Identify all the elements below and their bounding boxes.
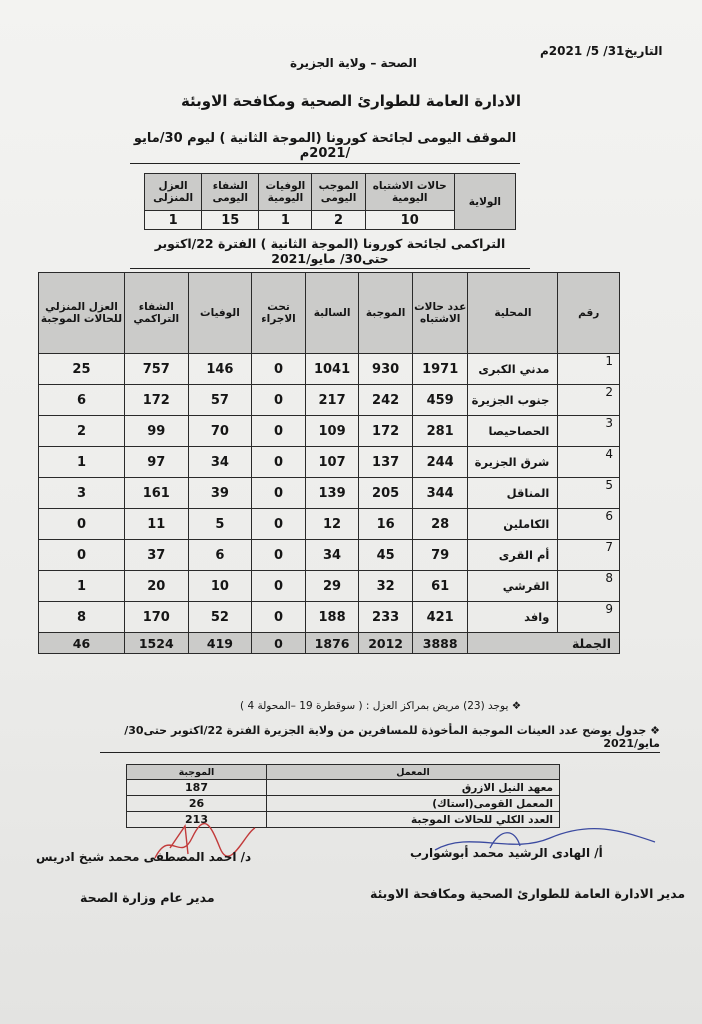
daily-value-cell: 2 — [312, 211, 365, 230]
daily-report-title: الموقف اليومى لجائحة كورونا (الموجة الثانية ) ليوم 30/مايو /2021م — [130, 131, 520, 164]
daily-value-cell: 1 — [145, 211, 202, 230]
left-signatory-name: د/ احمد المصطفى محمد شيخ ادريس — [36, 850, 252, 864]
locality-name-cell: مدني الكبرى — [468, 354, 558, 385]
locality-row — [39, 602, 620, 633]
total-cell: 1876 — [305, 633, 359, 654]
row-value-cell: 0 — [252, 354, 306, 385]
locality-row — [39, 385, 620, 416]
right-signatory-role: مدير الادارة العامة للطوارئ الصحية ومكافحة الاوبئة — [370, 886, 686, 901]
positive-count-cell: 26 — [127, 796, 267, 812]
row-value-cell: 16 — [359, 509, 413, 540]
row-value-cell: 70 — [188, 416, 252, 447]
row-value-cell: 242 — [359, 385, 413, 416]
samples-row — [127, 796, 560, 812]
row-value-cell: 97 — [124, 447, 188, 478]
samples-table-title: ❖ جدول يوضح عدد العينات الموجبة المأخوذة للمسافرين من ولاية الجزيرة الفترة 22/اكتوبر حتى30/ مايو/2021 — [100, 724, 660, 753]
cumulative-header-cell: الوفيات — [188, 273, 252, 354]
row-value-cell: 161 — [124, 478, 188, 509]
row-number-cell: 7 — [558, 540, 620, 571]
row-value-cell: 0 — [252, 602, 306, 633]
row-value-cell: 2 — [39, 416, 125, 447]
row-number-cell: 3 — [558, 416, 620, 447]
isolation-note: ❖ يوجد (23) مريض بمراكز العزل : ( سوقطرة 19 –المحولة 4 ) — [240, 700, 522, 712]
row-value-cell: 61 — [412, 571, 468, 602]
locality-row — [39, 540, 620, 571]
row-value-cell: 0 — [252, 416, 306, 447]
left-signatory-role: مدير عام وزارة الصحة — [80, 890, 215, 905]
locality-name-cell: الحصاحيصا — [468, 416, 558, 447]
cumulative-report-title: التراكمى لجائحة كورونا (الموجة الثانية ) الفترة 22/اكتوبر حتى30/ مايو/2021 — [130, 236, 530, 269]
samples-row — [127, 780, 560, 796]
total-cell: 0 — [252, 633, 306, 654]
row-value-cell: 205 — [359, 478, 413, 509]
locality-name-cell: المناقل — [468, 478, 558, 509]
row-value-cell: 170 — [124, 602, 188, 633]
cumulative-table — [38, 272, 620, 654]
cumulative-header-cell: السالبة — [305, 273, 359, 354]
row-value-cell: 5 — [188, 509, 252, 540]
row-value-cell: 10 — [188, 571, 252, 602]
lab-name-cell: معهد النيل الازرق — [267, 780, 560, 796]
row-value-cell: 34 — [305, 540, 359, 571]
ministry-name: الصحة – ولاية الجزيرة — [290, 56, 417, 70]
cumulative-header-cell: تحت الاجراء — [252, 273, 306, 354]
daily-value-cell: 1 — [259, 211, 312, 230]
row-number-cell: 6 — [558, 509, 620, 540]
daily-status-table — [144, 173, 516, 230]
row-value-cell: 45 — [359, 540, 413, 571]
row-value-cell: 0 — [39, 509, 125, 540]
row-value-cell: 0 — [252, 447, 306, 478]
row-value-cell: 0 — [252, 478, 306, 509]
locality-name-cell: القرشي — [468, 571, 558, 602]
totals-label: الجملة — [468, 633, 620, 654]
total-cell: 46 — [39, 633, 125, 654]
row-value-cell: 281 — [412, 416, 468, 447]
cumulative-header-row — [39, 273, 620, 354]
right-signatory-name: أ/ الهادى الرشيد محمد أبوشوارب — [410, 846, 603, 860]
positive-count-cell: 187 — [127, 780, 267, 796]
row-value-cell: 217 — [305, 385, 359, 416]
locality-row — [39, 478, 620, 509]
cumulative-header-cell: الموجبة — [359, 273, 413, 354]
row-value-cell: 0 — [252, 509, 306, 540]
row-value-cell: 28 — [412, 509, 468, 540]
row-value-cell: 244 — [412, 447, 468, 478]
row-value-cell: 421 — [412, 602, 468, 633]
cumulative-header-cell: المحلية — [468, 273, 558, 354]
total-cell: 419 — [188, 633, 252, 654]
row-number-cell: 4 — [558, 447, 620, 478]
locality-name-cell: الكاملين — [468, 509, 558, 540]
daily-value-cell: 10 — [365, 211, 454, 230]
row-value-cell: 0 — [39, 540, 125, 571]
locality-row — [39, 509, 620, 540]
row-number-cell: 8 — [558, 571, 620, 602]
lab-name-cell: العدد الكلي للحالات الموجبة — [267, 812, 560, 828]
samples-header-cell: الموجبة — [127, 765, 267, 780]
total-cell: 2012 — [359, 633, 413, 654]
daily-header-cell: الشفاء اليومى — [202, 174, 259, 211]
row-value-cell: 1971 — [412, 354, 468, 385]
positive-count-cell: 213 — [127, 812, 267, 828]
row-value-cell: 172 — [359, 416, 413, 447]
row-value-cell: 344 — [412, 478, 468, 509]
department-title: الادارة العامة للطوارئ الصحية ومكافحة الاوبئة — [180, 92, 522, 110]
row-value-cell: 11 — [124, 509, 188, 540]
row-value-cell: 1041 — [305, 354, 359, 385]
row-value-cell: 1 — [39, 447, 125, 478]
locality-name-cell: شرق الجزيرة — [468, 447, 558, 478]
daily-header-cell: الوفيات اليومية — [259, 174, 312, 211]
row-value-cell: 37 — [124, 540, 188, 571]
row-value-cell: 6 — [39, 385, 125, 416]
samples-header-cell: المعمل — [267, 765, 560, 780]
total-cell: 1524 — [124, 633, 188, 654]
row-value-cell: 172 — [124, 385, 188, 416]
row-value-cell: 459 — [412, 385, 468, 416]
document-date: التاريخ31/ 5/ 2021م — [540, 44, 663, 58]
locality-row — [39, 447, 620, 478]
daily-header-row — [145, 174, 516, 211]
row-value-cell: 79 — [412, 540, 468, 571]
row-number-cell: 1 — [558, 354, 620, 385]
row-value-cell: 99 — [124, 416, 188, 447]
row-value-cell: 233 — [359, 602, 413, 633]
row-value-cell: 1 — [39, 571, 125, 602]
daily-header-cell: الموجب اليومى — [312, 174, 365, 211]
row-value-cell: 8 — [39, 602, 125, 633]
row-value-cell: 34 — [188, 447, 252, 478]
cumulative-header-cell: رقم — [558, 273, 620, 354]
daily-value-cell: 15 — [202, 211, 259, 230]
row-value-cell: 20 — [124, 571, 188, 602]
row-value-cell: 57 — [188, 385, 252, 416]
samples-header-row — [127, 765, 560, 780]
locality-name-cell: أم القرى — [468, 540, 558, 571]
row-number-cell: 9 — [558, 602, 620, 633]
row-value-cell: 29 — [305, 571, 359, 602]
total-cell: 3888 — [412, 633, 468, 654]
locality-row — [39, 416, 620, 447]
locality-row — [39, 354, 620, 385]
row-value-cell: 12 — [305, 509, 359, 540]
row-value-cell: 39 — [188, 478, 252, 509]
daily-header-cell: الولاية — [454, 174, 515, 230]
row-value-cell: 930 — [359, 354, 413, 385]
locality-name-cell: جنوب الجزيرة — [468, 385, 558, 416]
row-value-cell: 757 — [124, 354, 188, 385]
row-value-cell: 3 — [39, 478, 125, 509]
row-value-cell: 25 — [39, 354, 125, 385]
row-value-cell: 109 — [305, 416, 359, 447]
cumulative-header-cell: الشفاء التراكمي — [124, 273, 188, 354]
row-value-cell: 0 — [252, 571, 306, 602]
row-value-cell: 188 — [305, 602, 359, 633]
cumulative-header-cell: عدد حالات الاشتباه — [412, 273, 468, 354]
daily-header-cell: العزل المنزلى — [145, 174, 202, 211]
row-value-cell: 146 — [188, 354, 252, 385]
lab-name-cell: المعمل القومى(استاك) — [267, 796, 560, 812]
row-value-cell: 0 — [252, 540, 306, 571]
row-value-cell: 6 — [188, 540, 252, 571]
row-value-cell: 107 — [305, 447, 359, 478]
row-number-cell: 5 — [558, 478, 620, 509]
cumulative-header-cell: العزل المنزلي للحالات الموجبة — [39, 273, 125, 354]
locality-row — [39, 571, 620, 602]
row-value-cell: 32 — [359, 571, 413, 602]
totals-row — [39, 633, 620, 654]
row-value-cell: 139 — [305, 478, 359, 509]
row-value-cell: 52 — [188, 602, 252, 633]
daily-header-cell: حالات الاشتباه اليومية — [365, 174, 454, 211]
locality-name-cell: وافد — [468, 602, 558, 633]
row-value-cell: 137 — [359, 447, 413, 478]
row-value-cell: 0 — [252, 385, 306, 416]
row-number-cell: 2 — [558, 385, 620, 416]
